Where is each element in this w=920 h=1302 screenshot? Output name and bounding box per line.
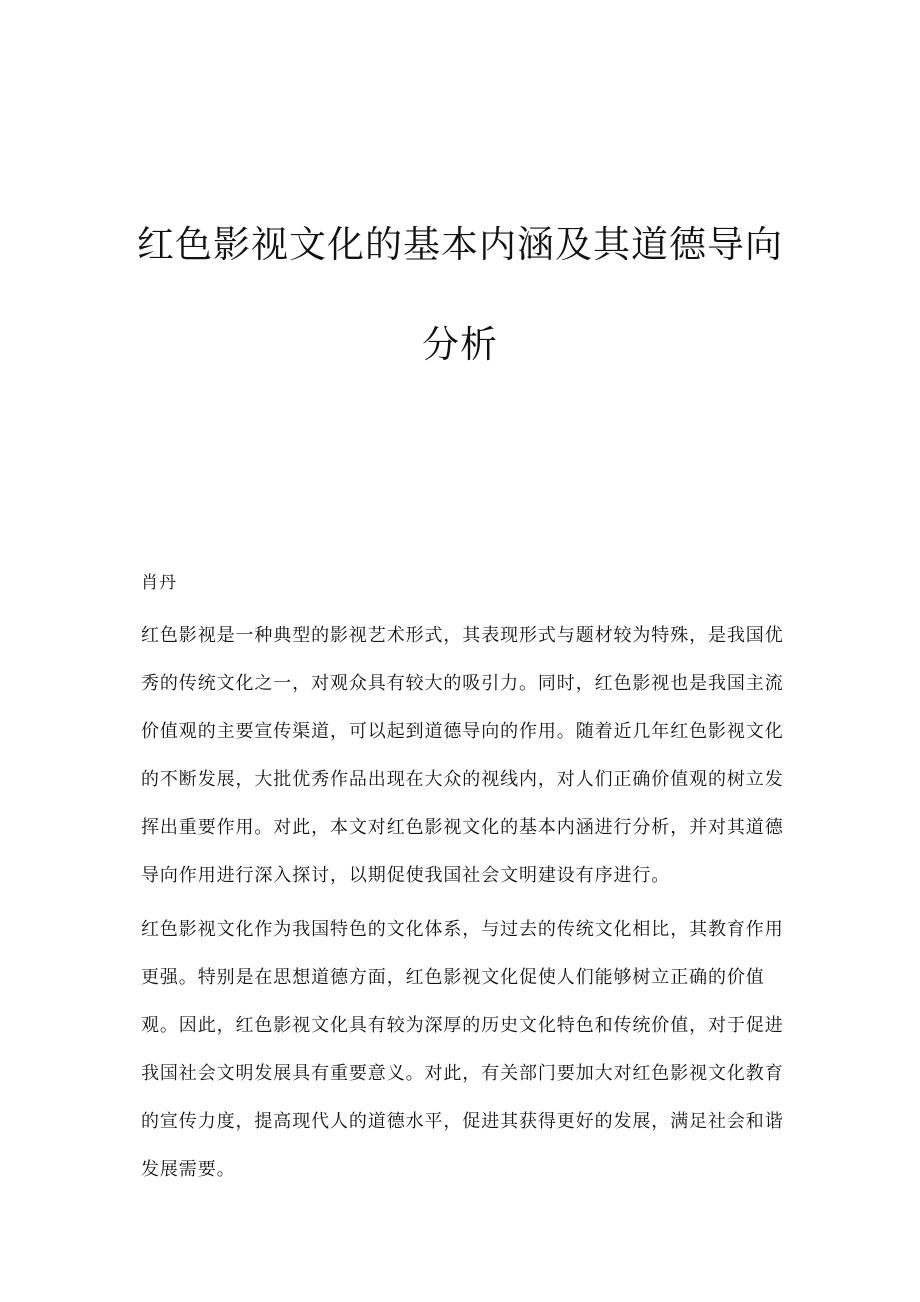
paragraph-line: 发展需要。 xyxy=(141,1159,236,1180)
document-title-line-1: 红色影视文化的基本内涵及其道德导向 xyxy=(137,223,783,266)
paragraph-line: 我国社会文明发展具有重要意义。对此，有关部门要加大对红色影视文化教育 xyxy=(141,1063,784,1084)
paragraph-line: 观。因此，红色影视文化具有较为深厚的历史文化特色和传统价值，对于促进 xyxy=(141,1015,784,1036)
paragraph-line: 挥出重要作用。对此，本文对红色影视文化的基本内涵进行分析，并对其道德 xyxy=(141,817,784,838)
paragraph-line: 红色影视是一种典型的影视艺术形式，其表现形式与题材较为特殊，是我国优 xyxy=(141,625,784,646)
paragraph-line: 导向作用进行深入探讨，以期促使我国社会文明建设有序进行。 xyxy=(141,865,671,886)
paragraph-line: 红色影视文化作为我国特色的文化体系，与过去的传统文化相比，其教育作用 xyxy=(141,919,784,940)
document-title-line-2: 分析 xyxy=(422,323,498,366)
paragraph-line: 的不断发展，大批优秀作品出现在大众的视线内，对人们正确价值观的树立发 xyxy=(141,769,784,790)
paragraph-line: 价值观的主要宣传渠道，可以起到道德导向的作用。随着近几年红色影视文化 xyxy=(141,721,784,742)
paragraph-line: 更强。特别是在思想道德方面，红色影视文化促使人们能够树立正确的价值 xyxy=(141,967,765,988)
paragraph-line: 的宣传力度，提高现代人的道德水平，促进其获得更好的发展，满足社会和谐 xyxy=(141,1111,784,1132)
paragraph-line: 秀的传统文化之一，对观众具有较大的吸引力。同时，红色影视也是我国主流 xyxy=(141,673,784,694)
abstract-paragraph xyxy=(141,612,784,900)
body-paragraph xyxy=(141,906,784,1194)
author-name: 肖丹 xyxy=(141,573,177,593)
